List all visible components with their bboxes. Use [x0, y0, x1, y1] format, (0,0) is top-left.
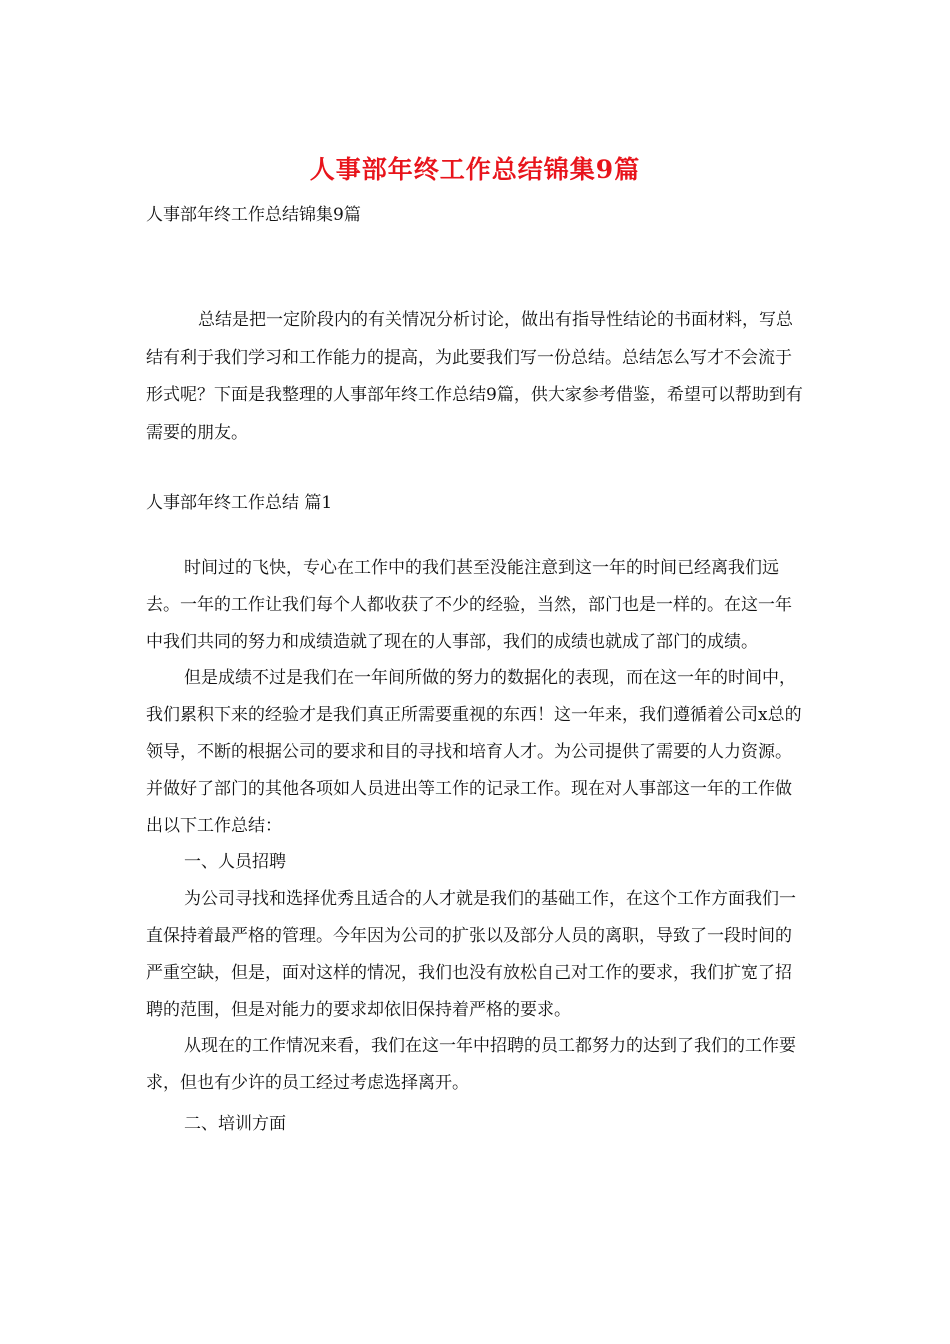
paragraph-subheading: 二、培训方面: [184, 1113, 286, 1134]
paragraph: 但是成绩不过是我们在一年间所做的努力的数据化的表现，而在这一年的时间中，我们累积下来的经验才是我们真正所需要重视的东西！这一年来，我们遵循着公司x总的领导，不断的根据公司的要求和目的寻找和培育人才。为公司提供了需要的人力资源。并做好了部门的其他各项如人员进出等工作的记录工作。现在对人事部这一年的工作做出以下工作总结：: [146, 668, 802, 836]
document-title: 人事部年终工作总结锦集9篇: [309, 155, 641, 184]
paragraph-subheading: 一、人员招聘: [184, 852, 286, 873]
paragraph: 为公司寻找和选择优秀且适合的人才就是我们的基础工作，在这个工作方面我们一直保持着最严格的管理。今年因为公司的扩张以及部分人员的离职，导致了一段时间的严重空缺，但是，面对这样的情况，我们也没有放松自己对工作的要求，我们扩宽了招聘的范围，但是对能力的要求却依旧保持着严格的要求。: [146, 889, 796, 1020]
intro-paragraph: 总结是把一定阶段内的有关情况分析讨论，做出有指导性结论的书面材料，写总结有利于我们学习和工作能力的提高，为此要我们写一份总结。总结怎么写才不会流于形式呢？下面是我整理的人事部年终工作总结9篇，供大家参考借鉴，希望可以帮助到有需要的朋友。: [146, 310, 803, 443]
body-text: [146, 550, 806, 1143]
document-subtitle: 人事部年终工作总结锦集9篇: [146, 205, 361, 225]
section-heading: 人事部年终工作总结 篇1: [146, 493, 333, 513]
paragraph: 从现在的工作情况来看，我们在这一年中招聘的员工都努力的达到了我们的工作要求，但也有少许的员工经过考虑选择离开。: [146, 1036, 796, 1094]
paragraph: 时间过的飞快，专心在工作中的我们甚至没能注意到这一年的时间已经离我们远去。一年的工作让我们每个人都收获了不少的经验，当然，部门也是一样的。在这一年中我们共同的努力和成绩造就了现在的人事部，我们的成绩也就成了部门的成绩。: [146, 558, 792, 652]
